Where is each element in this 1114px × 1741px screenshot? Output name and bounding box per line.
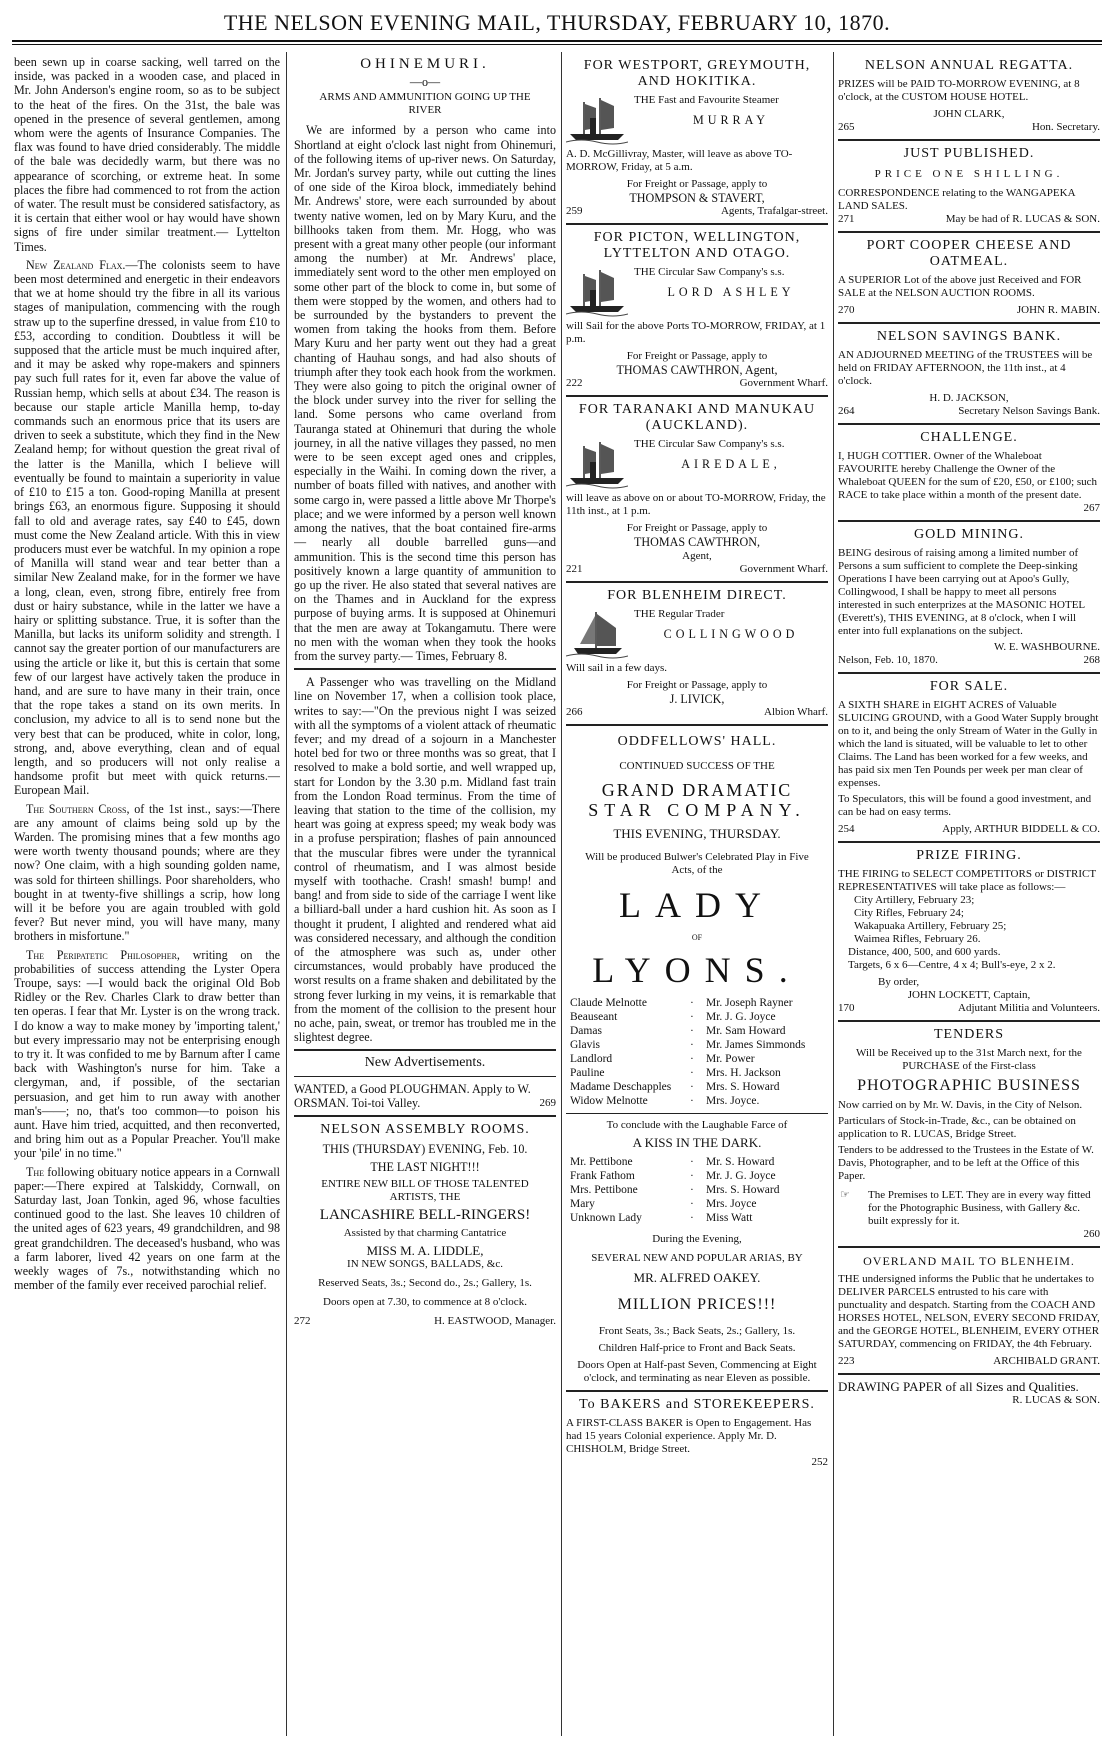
article-heading: New Zealand Flax. bbox=[26, 257, 126, 272]
prize-list bbox=[838, 894, 1100, 946]
ad-manager: H. EASTWOOD, Manager. bbox=[434, 1314, 556, 1327]
ad-agent: J. LIVICK, bbox=[669, 691, 725, 706]
ad-title: FOR TARANAKI AND MANUKAU (AUCKLAND). bbox=[578, 402, 816, 434]
ship-icon bbox=[566, 266, 628, 318]
ad-evening: THIS EVENING, THURSDAY. bbox=[613, 826, 781, 842]
ad-name: JOHN R. MABIN. bbox=[1016, 304, 1100, 316]
article-heading: The bbox=[26, 1164, 45, 1179]
ad-title: To BAKERS and STOREKEEPERS. bbox=[579, 1396, 815, 1412]
ad-number: 260 bbox=[1083, 1228, 1100, 1241]
divider bbox=[838, 423, 1100, 425]
ad-footer bbox=[294, 1315, 556, 1328]
cast-list bbox=[570, 1155, 824, 1225]
ad-footer bbox=[838, 405, 1100, 418]
cast-role: Beauseant bbox=[570, 1011, 618, 1024]
ad-secretary: Hon. Secretary. bbox=[1031, 121, 1100, 133]
cast-actor: Mr. J. G. Joyce bbox=[706, 1011, 776, 1024]
ad-agent: THOMAS CAWTHRON, Agent, bbox=[616, 363, 778, 378]
cast-dots: · bbox=[690, 1011, 694, 1024]
ad-carried: Now carried on by Mr. W. Davis, in the City of Nelson. bbox=[838, 1099, 1083, 1112]
column-2 bbox=[294, 55, 556, 1735]
ad-title: FOR SALE. bbox=[929, 679, 1009, 694]
ad-number: 272 bbox=[294, 1314, 311, 1327]
ad-body: A SUPERIOR Lot of the above just Received and FOR SALE at the NELSON AUCTION ROOMS. bbox=[838, 274, 1082, 299]
pointing-hand-icon: ☞ bbox=[840, 1189, 850, 1202]
ad-wharf: Government Wharf. bbox=[739, 562, 828, 575]
cast-row bbox=[570, 1038, 824, 1052]
divider bbox=[838, 1246, 1100, 1248]
ad-name: JOHN CLARK, bbox=[933, 108, 1005, 120]
ad-bill: ENTIRE NEW BILL OF THOSE TALENTED ARTISTS, THE bbox=[321, 1178, 529, 1204]
ad-arias: SEVERAL NEW AND POPULAR ARIAS, BY bbox=[591, 1251, 803, 1264]
cast-row bbox=[570, 1197, 824, 1211]
article-nz-flax bbox=[14, 258, 280, 798]
ad-agent-location: Agents, Trafalgar-street. bbox=[720, 205, 828, 218]
ad-body: THE Regular Trader bbox=[634, 607, 725, 620]
ship-name: LORD ASHLEY bbox=[667, 285, 795, 300]
ad-overland-mail bbox=[838, 1253, 1100, 1368]
article-body: —The colonists seem to have been most determined and energetic in their endeavors that we at home should try the fibre in all its various stages of manipulation, commencing with the rough straw up to the superfine dressed, in value from £10 to £53, according to condition. Doubtless it will be supposed that the article must be much inquired after, and it may be asked why rope-makers and spinners pay such full rates for it, even far above the value of Russian hemp, which sells at about £34. The reason is because our staple article Manilla hemp, to-day commands such an enormous price that its users are driven to seek a substitute, which they find in the New Zealand hemp; for without question the great rival of the latter is the Manilla, which I believe will eventually be found to maintain a superiority in value of £10 to £15 a ton. Good-roping Manilla at present brings £63, an enormous figure. Supposing it should fall to old and average rates, say £40 to £45, down must come the New Zealand article. With this in view producers must ever be watchful. In my opinion a rope of Manilla will stand wear and tear better than a similar New Zealand make, for in the former we have a long, clean, even, strong fibre, entirely free from dust or hairy substance, while in the latter we have a hairy or splitting substance. True, it is softer than the Manilla, but lacks its uniform solidity and strength. I cannot say the greater portion of our manufacturers are using the article or like it, but this is certain that some few of our largest have actively taken the produce in hand, and are sure to have many in their train, once that the rope takes a stand on its own merits. In conclusion, my advice to all is to send none but the very best that can be produced, white in color, long, strong, and, above everything, clean and of equal length, and so producers will not only realise a handsome profit but meet with quick returns.— European Mail. bbox=[14, 257, 280, 798]
ad-sail: Will sail in a few days. bbox=[566, 661, 667, 674]
ad-agent-title: Agent, bbox=[682, 549, 712, 562]
ad-oddfellows bbox=[566, 734, 828, 1385]
newspaper-title: THE NELSON EVENING MAIL, THURSDAY, FEBRUARY 10, 1870. bbox=[223, 10, 891, 35]
ad-body: BEING desirous of raising among a limited number of Persons a sum sufficient to complete the Deep-sinking Operations I have been carrying out at Apoo's Gully, Collingwood, I shall be happy to meet all persons interested in such enterprizes at the MASONIC HOTEL (Everett's), THIS EVENING, at 8 o'clock, when I will enter into full explanations on the subject. bbox=[838, 547, 1085, 637]
column-1 bbox=[14, 55, 280, 1735]
ad-premises-text: The Premises to LET. They are in every way fitted for the Photographic Business, with Gallery &c. built expressly for it. bbox=[868, 1189, 1091, 1228]
masthead-rule bbox=[12, 40, 1102, 45]
divider bbox=[566, 724, 828, 726]
divider bbox=[838, 139, 1100, 141]
article-obituary bbox=[14, 1165, 280, 1293]
ad-picton bbox=[566, 230, 828, 390]
masthead bbox=[0, 0, 1114, 46]
ohinemuri-subheading: ARMS AND AMMUNITION GOING UP THE RIVER bbox=[319, 91, 531, 117]
ship-name: MURRAY bbox=[693, 113, 769, 127]
ad-challenge bbox=[838, 430, 1100, 515]
cast-role: Madame Deschapples bbox=[570, 1081, 672, 1094]
ad-number: 252 bbox=[811, 1455, 828, 1468]
divider bbox=[838, 672, 1100, 674]
column-divider bbox=[833, 52, 834, 1736]
cast-actor: Mr. Power bbox=[706, 1053, 755, 1066]
ad-blenheim bbox=[566, 588, 828, 719]
ad-children: Children Half-price to Front and Back Seats. bbox=[598, 1341, 796, 1354]
cast-dots: · bbox=[690, 1053, 694, 1066]
ship-name: COLLINGWOOD bbox=[663, 626, 799, 641]
cast-actor: Mr. J. G. Joyce bbox=[706, 1169, 776, 1182]
ad-number: 222 bbox=[566, 377, 583, 390]
article-peripatetic bbox=[14, 948, 280, 1161]
ad-footer bbox=[566, 377, 828, 390]
ad-title: TENDERS bbox=[934, 1027, 1004, 1042]
ad-star-company: STAR COMPANY. bbox=[588, 800, 806, 821]
ad-miss-liddle: MISS M. A. LIDDLE, bbox=[366, 1242, 484, 1258]
ad-number: 271 bbox=[838, 213, 855, 225]
ad-number: 170 bbox=[838, 1002, 855, 1014]
ad-title: CHALLENGE. bbox=[920, 430, 1018, 445]
ad-number: 269 bbox=[539, 1096, 556, 1109]
ornament-dash: —o— bbox=[409, 75, 441, 90]
ad-body: I, HUGH COTTIER. Owner of the Whaleboat FAVOURITE hereby Challenge the Owner of the Whaleboat QUEEN for the sum of £20, £50, or £100; such RACE to take place within a month of the present date. bbox=[838, 450, 1098, 501]
divider bbox=[294, 1076, 556, 1077]
cast-role: Frank Fathom bbox=[570, 1169, 635, 1182]
divider bbox=[294, 668, 556, 670]
ad-date: THIS (THURSDAY) EVENING, Feb. 10. bbox=[322, 1142, 528, 1157]
ad-title: NELSON ASSEMBLY ROOMS. bbox=[320, 1122, 530, 1138]
divider bbox=[838, 1373, 1100, 1375]
article-flax-bale: been sewn up in coarse sacking, well tarred on the inside, was packed in a wooden case, and placed in Mr. John Anderson's engine room, so as to be subject to the heat of the fires. On the 31st, the bale was opened in the presence of several gentlemen, among whom were the agents of Insurance Companies. The flax was found to have dried considerably. The middle of the bale was decidedly warm, but there was no appearance of scorching, or extreme heat. In some places the fibre had commenced to rot from the action of water. The result must be considered satisfactory, as it is certain that either wool or hay would have shown signs of fire under similar treatment.— Lyttelton Times. bbox=[14, 55, 280, 254]
ad-sail: will Sail for the above Ports TO-MORROW, FRIDAY, at 1 p.m. bbox=[566, 320, 826, 346]
ad-title: PORT COOPER CHEESE AND OATMEAL. bbox=[866, 238, 1072, 269]
ad-body: THE Fast and Favourite Steamer bbox=[634, 94, 779, 106]
ad-kiss: A KISS IN THE DARK. bbox=[632, 1135, 762, 1151]
ad-agent: THOMPSON & STAVERT, bbox=[629, 191, 765, 205]
ad-million-prices: MILLION PRICES!!! bbox=[617, 1295, 777, 1313]
ad-body: Will be Received up to the 31st March next, for the PURCHASE of the First-class bbox=[856, 1047, 1082, 1072]
cast-actor: Mr. S. Howard bbox=[706, 1155, 775, 1168]
ad-taranaki bbox=[566, 402, 828, 575]
divider bbox=[294, 1115, 556, 1117]
cast-role: Damas bbox=[570, 1025, 602, 1038]
ad-during: During the Evening, bbox=[652, 1232, 742, 1245]
ad-apply: For Freight or Passage, apply to bbox=[626, 178, 768, 190]
cast-row bbox=[570, 1211, 824, 1225]
ad-title: NELSON SAVINGS BANK. bbox=[876, 329, 1062, 344]
ad-songs: IN NEW SONGS, BALLADS, &c. bbox=[347, 1257, 503, 1270]
ad-sail: will leave as above on or about TO-MORROW, Friday, the 11th inst., at 1 p.m. bbox=[566, 492, 826, 518]
column-divider bbox=[561, 52, 562, 1736]
ad-title: NELSON ANNUAL REGATTA. bbox=[864, 58, 1074, 73]
ad-savings-bank bbox=[838, 329, 1100, 418]
ad-body: WANTED, a Good PLOUGHMAN. Apply to W. ORSMAN. Toi-toi Valley. bbox=[294, 1081, 531, 1110]
ad-title: JUST PUBLISHED. bbox=[903, 146, 1035, 161]
cast-role: Mary bbox=[570, 1197, 595, 1210]
article-body: of the 1st inst., says:—There are any amount of claims being sold up by the Warden. The promising mines that a few months ago were worth twenty thousand pounds; where are they now? One claim, with a high sounding golden name, was sold for thirteen shillings. Poor shareholders, who bought in at twenty-five shillings a scrip, how long will it be before you are again troubled with gold fever? But never mind, you will have many, many brothers in misfortune." bbox=[14, 801, 280, 944]
ad-oakey: MR. ALFRED OAKEY. bbox=[633, 1269, 761, 1285]
ad-regatta bbox=[838, 58, 1100, 134]
ad-footer bbox=[566, 563, 828, 576]
ad-apply: For Freight or Passage, apply to bbox=[626, 678, 768, 691]
ad-assembly-rooms bbox=[294, 1122, 556, 1328]
ad-number: 254 bbox=[838, 823, 855, 835]
ad-number: 266 bbox=[566, 705, 583, 718]
divider bbox=[838, 231, 1100, 233]
ad-continued: CONTINUED SUCCESS OF THE bbox=[619, 759, 775, 772]
divider bbox=[838, 322, 1100, 324]
ad-body: A SIXTH SHARE in EIGHT ACRES of Valuable SLUICING GROUND, with a Good Water Supply brought on to it, and being the only Stream of Water in the Gully in which the land is situated, will be valuable to let to other Claims. The Land has been worked for a few weeks, and has paid six men Ten Pounds per week per man clear of expenses. bbox=[838, 699, 1099, 789]
ad-number: 259 bbox=[566, 205, 583, 218]
ad-title: FOR BLENHEIM DIRECT. bbox=[607, 587, 787, 603]
list-item: City Rifles, February 24; bbox=[854, 907, 964, 919]
column-divider bbox=[286, 52, 287, 1736]
divider bbox=[838, 1020, 1100, 1022]
ship-icon bbox=[566, 438, 628, 490]
cast-dots: · bbox=[690, 1039, 694, 1052]
ship-icon bbox=[566, 94, 628, 146]
ad-distance: Distance, 400, 500, and 600 yards. bbox=[848, 946, 1001, 958]
cast-row bbox=[570, 1066, 824, 1080]
list-item: Waimea Rifles, February 26. bbox=[854, 933, 981, 945]
ship-name: AIREDALE, bbox=[681, 457, 781, 472]
cast-actor: Mrs. S. Howard bbox=[706, 1183, 780, 1196]
ad-apply: For Freight or Passage, apply to bbox=[626, 522, 768, 535]
ad-lady: LADY bbox=[619, 885, 775, 926]
ad-name: JOHN LOCKETT, Captain, bbox=[907, 989, 1031, 1001]
article-heading: The Peripatetic Philosopher, bbox=[26, 947, 180, 962]
ad-footer bbox=[838, 823, 1100, 836]
ad-body: CORRESPONDENCE relating to the WANGAPEKA LAND SALES. bbox=[838, 187, 1075, 212]
ad-tenders bbox=[838, 1027, 1100, 1241]
ad-conclude: To conclude with the Laughable Farce of bbox=[606, 1119, 788, 1132]
ad-number: 264 bbox=[838, 405, 855, 417]
article-passenger: A Passenger who was travelling on the Midland line on November 17, when a collision took place, writes to say:—"On the previous night I was seized with all the symptoms of a violent attack of rheumatic fever; and my dread of a sojourn in a Manchester hotel bed for two or three months was so great, that I resolved to make a bold sortie, and well wrapped up, start for London by the 3.30 p.m. Midland fast train from the London Road terminus. From the time of leaving that station to the time of the collision, my heart was going at express speed; my weak body was in a profuse perspiration; flashes of pain announced that the muscular fibres were under the tyrannical control of rheumatism, and I was almost beside myself with toothache. Crash! smash! bump! and bang! and from side to side of the carriage I went like a billiard-ball under a hard cushion hit. As soon as I thought it prudent, I alighted and rendered what aid was considered necessary, and although the condition of the atmosphere was such as, under other circumstances, would probably have produced the worst results on a frame shaken and debilitated by the strong fever lurking in my veins, it is remarkable that from the moment of the collision to the present hour no ache, pain, sweat, or tremor has troubled me in the slightest degree. bbox=[294, 675, 556, 1045]
ad-body: AN ADJOURNED MEETING of the TRUSTEES will be held on FRIDAY AFTERNOON, the 11th inst., at 4 o'clock. bbox=[838, 349, 1093, 387]
ad-westport bbox=[566, 58, 828, 218]
ad-title: FOR WESTPORT, GREYMOUTH, AND HOKITIKA. bbox=[583, 58, 811, 89]
divider bbox=[838, 520, 1100, 522]
divider bbox=[294, 1049, 556, 1051]
cast-dots: · bbox=[690, 1025, 694, 1038]
ad-apply: For Freight or Passage, apply to bbox=[626, 350, 768, 363]
ad-premises bbox=[838, 1189, 1100, 1228]
cast-role: Mrs. Pettibone bbox=[570, 1183, 638, 1196]
ad-title: ODDFELLOWS' HALL. bbox=[617, 733, 777, 749]
ad-name: H. D. JACKSON, bbox=[929, 392, 1009, 404]
cast-row bbox=[570, 1183, 824, 1197]
cast-dots: · bbox=[690, 1169, 694, 1182]
cast-dots: · bbox=[690, 1155, 694, 1168]
ad-body: PRIZES will be PAID TO-MORROW EVENING, at 8 o'clock, at the CUSTOM HOUSE HOTEL. bbox=[838, 78, 1080, 103]
ad-footer bbox=[566, 706, 828, 719]
ad-name: ARCHIBALD GRANT. bbox=[993, 1355, 1100, 1368]
cast-row bbox=[570, 996, 824, 1010]
ad-adjutant: Adjutant Militia and Volunteers. bbox=[958, 1002, 1100, 1014]
ad-master: A. D. McGillivray, Master, will leave as above TO-MORROW, Friday, at 5 a.m. bbox=[566, 148, 793, 173]
cast-dots: · bbox=[690, 1197, 694, 1210]
cast-actor: Mr. James Simmonds bbox=[706, 1039, 806, 1052]
column-3 bbox=[566, 55, 828, 1735]
ad-drawing-paper bbox=[838, 1380, 1100, 1407]
cast-row bbox=[570, 1169, 824, 1183]
ad-body: A FIRST-CLASS BAKER is Open to Engagement. Has had 15 years Colonial experience. Apply Mr. D. CHISHOLM, Bridge Street. bbox=[566, 1416, 812, 1455]
cast-row bbox=[570, 1010, 824, 1024]
article-body: following obituary notice appears in a Cornwall paper:—There expired at Talskiddy, Cornwall, on Saturday last, Joan Tonkin, aged 96, whose faculties continued good to the last. She leaves 10 children of the united ages of 623 years, 49 grandchildren, and 98 great grandchildren. The deceased's husband, who was a farm laborer, lived 42 years on one farm at the weekly wages of 7s., notwithstanding which no member of the family ever received parochial relief. bbox=[14, 1164, 280, 1293]
column-4 bbox=[838, 55, 1100, 1735]
ad-gold-mining bbox=[838, 527, 1100, 667]
cast-role: Mr. Pettibone bbox=[570, 1155, 633, 1168]
cast-dots: · bbox=[690, 1095, 694, 1108]
ad-lyons: LYONS. bbox=[592, 950, 802, 991]
ad-just-published bbox=[838, 146, 1100, 226]
divider bbox=[566, 581, 828, 583]
ad-bell-ringers: LANCASHIRE BELL-RINGERS! bbox=[319, 1207, 531, 1224]
ad-price: PRICE ONE SHILLING. bbox=[874, 168, 1064, 180]
ad-order: By order, bbox=[878, 976, 920, 988]
ad-footer bbox=[566, 205, 828, 218]
cast-list bbox=[570, 996, 824, 1108]
ad-particulars: Particulars of Stock-in-Trade, &c., can be obtained on application to R. LUCAS, Bridge Street. bbox=[838, 1115, 1076, 1141]
ad-date: Nelson, Feb. 10, 1870. bbox=[838, 654, 938, 666]
ad-body: DRAWING PAPER of all Sizes and Qualities. bbox=[838, 1379, 1079, 1395]
ad-title: FOR PICTON, WELLINGTON, LYTTELTON AND OTAGO. bbox=[593, 230, 801, 262]
cast-dots: · bbox=[690, 1081, 694, 1094]
ad-body: THE FIRING to SELECT COMPETITORS or DISTRICT REPRESENTATIVES will take place as follows:— bbox=[838, 868, 1096, 893]
ad-of: OF bbox=[691, 933, 703, 943]
cast-row bbox=[570, 1094, 824, 1108]
divider bbox=[566, 1113, 828, 1114]
ad-apply: Apply, ARTHUR BIDDELL & CO. bbox=[942, 823, 1100, 835]
ad-prize-firing bbox=[838, 848, 1100, 1015]
ad-footer bbox=[838, 213, 1100, 226]
ad-body: THE Circular Saw Company's s.s. bbox=[634, 266, 785, 279]
ad-wharf: Government Wharf. bbox=[739, 377, 828, 390]
ad-seats: Front Seats, 3s.; Back Seats, 2s.; Gallery, 1s. bbox=[598, 1324, 796, 1337]
new-advertisements-heading: New Advertisements. bbox=[364, 1055, 486, 1071]
cast-actor: Mrs. Joyce bbox=[706, 1197, 757, 1210]
cast-actor: Mr. Joseph Rayner bbox=[706, 997, 793, 1010]
cast-row bbox=[570, 1052, 824, 1066]
cast-dots: · bbox=[690, 997, 694, 1010]
ad-wanted-ploughman bbox=[294, 1082, 556, 1110]
divider bbox=[566, 395, 828, 397]
ad-name: W. E. WASHBOURNE. bbox=[993, 641, 1100, 653]
ad-cheese bbox=[838, 238, 1100, 317]
divider bbox=[838, 841, 1100, 843]
article-heading: The Southern Cross, bbox=[26, 801, 130, 816]
ad-title: GOLD MINING. bbox=[914, 527, 1024, 542]
ad-footer bbox=[838, 654, 1100, 667]
cast-dots: · bbox=[690, 1183, 694, 1196]
ad-footer bbox=[838, 304, 1100, 317]
ad-number: 265 bbox=[838, 121, 855, 133]
ad-title: OVERLAND MAIL TO BLENHEIM. bbox=[863, 1254, 1075, 1269]
ad-speculators: To Speculators, this will be found a good investment, and can be had on easy terms. bbox=[838, 793, 1092, 818]
cast-actor: Miss Watt bbox=[706, 1211, 753, 1224]
cast-row bbox=[570, 1080, 824, 1094]
ad-prices: Reserved Seats, 3s.; Second do., 2s.; Gallery, 1s. bbox=[318, 1276, 532, 1289]
ad-photographic-business: PHOTOGRAPHIC BUSINESS bbox=[857, 1077, 1081, 1094]
ohinemuri-heading: OHINEMURI. bbox=[360, 56, 490, 72]
ad-bakers bbox=[566, 1397, 828, 1469]
list-item: Wakapuaka Artillery, February 25; bbox=[854, 920, 1007, 932]
cast-dots: · bbox=[690, 1067, 694, 1080]
article-ohinemuri: We are informed by a person who came into Shortland at eight o'clock last night from Ohinemuri, of the following items of up-river news. On Saturday, Mr. Jordan's survey party, while out cutting the lines of one side of the Kiroa block, immediately behind Mr. Andrews' store, were each surrounded by about twenty native women, led on by Mary Kuru, and the billhooks taken from them. Mr. Hogg, who was present with a great many other people (our informant among the number) at Mr. Andrews' place, immediately sent word to the other men employed on some other part of the block to come in, but some of them were stopped by the women, and others had to be surrounded by the bystanders to prevent the women from taking the hooks from them. Before Mary Kuru and her party went out they had a great chanting of Hauhau songs, and had also shouts of triumph after they took each hook from the workmen. They were also going to pitch the original owner of the block under survey into the river for selling the land. Some persons who came overland from Tauranga stated at Ohinemuri that during the whole journey, in all the native villages they passed, no men were to be seen except aged ones and cripples, especially in the Waihi. In coming down the river, a number of boats filled with natives, and another with some cargo in, were passed a little above Mr Thorpe's place; and we were informed by a person well known among the natives, that the boat contained fire-arms — nearly all double barrelled guns—and ammunition. This is the second time this person has positively known a large quantity of ammunition to go up the river. He also stated that several natives are on the Thames and in Auckland for the express purpose of buying arms. It is supposed at Ohinemuri that the men are away at Tokangamutu. There were no men with the woman when they took the hooks from the survey party.— Times, February 8. bbox=[294, 123, 556, 663]
ad-body: THE Circular Saw Company's s.s. bbox=[634, 438, 785, 451]
ad-body: THE undersigned informs the Public that he undertakes to DELIVER PARCELS entrusted to his care with punctuality and despatch. Starting from the COACH AND HORSES HOTEL, NELSON, EVERY SECOND FRIDAY, and the GEORGE HOTEL, BLENHEIM, EVERY OTHER SATURDAY, commencing on FRIDAY, the 4th February. bbox=[838, 1273, 1100, 1351]
article-body: writing on the probabilities of success attending the Lyster Opera Troupe, says: —I would back the original Old Bob Ridley or the Rev. Charles Clark to draw better than ten operas. I fear that Mr. Lyster is on the wrong track. I do know a way to make money by 'importing talent,' but every impressario may not be enterprising enough to try it. It was confided to me by Barnum after I came back with Washington's nurse for him. Take a clergyman, and, if possible, of the sectarian persuasion, and get him to run away with another man's——; no, that's too common—to poison his aunt. Have him tried, acquitted, and then reconverted, and bring him out as a Popular Preacher. You'll make your 'pile' in no time." bbox=[14, 947, 280, 1161]
cast-role: Unknown Lady bbox=[570, 1211, 642, 1224]
divider bbox=[566, 223, 828, 225]
ad-name: R. LUCAS & SON. bbox=[1012, 1394, 1100, 1407]
article-southern-cross bbox=[14, 802, 280, 944]
ad-grand-dramatic: GRAND DRAMATIC bbox=[601, 779, 793, 800]
cast-dots: · bbox=[690, 1211, 694, 1224]
ad-targets: Targets, 6 x 6—Centre, 4 x 4; Bull's-eye, 2 x 2. bbox=[848, 959, 1056, 971]
cast-actor: Mrs. Joyce. bbox=[706, 1095, 760, 1108]
divider bbox=[566, 1390, 828, 1392]
ad-footer bbox=[838, 1355, 1100, 1368]
ad-produced: Will be produced Bulwer's Celebrated Play in Five Acts, of the bbox=[585, 851, 809, 877]
ad-title: PRIZE FIRING. bbox=[916, 848, 1022, 863]
ad-doors: Doors open at 7.30, to commence at 8 o'clock. bbox=[323, 1295, 527, 1308]
cast-actor: Mr. Sam Howard bbox=[706, 1025, 786, 1038]
ad-agent: THOMAS CAWTHRON, bbox=[633, 535, 760, 550]
ad-address: Tenders to be addressed to the Trustees in the Estate of W. Davis, Photographer, and to be left at the Office of this Paper. bbox=[838, 1144, 1094, 1183]
ad-seller: May be had of R. LUCAS & SON. bbox=[945, 213, 1100, 225]
cast-row bbox=[570, 1155, 824, 1169]
list-item: City Artillery, February 23; bbox=[854, 894, 975, 906]
cast-actor: Mrs. H. Jackson bbox=[706, 1067, 781, 1080]
ad-last-night: THE LAST NIGHT!!! bbox=[370, 1160, 480, 1175]
ad-footer bbox=[838, 121, 1100, 134]
cast-role: Pauline bbox=[570, 1067, 605, 1080]
cast-actor: Mrs. S. Howard bbox=[706, 1081, 780, 1094]
cast-role: Landlord bbox=[570, 1053, 613, 1066]
ad-number: 270 bbox=[838, 304, 855, 316]
cast-role: Claude Melnotte bbox=[570, 997, 647, 1010]
ad-for-sale bbox=[838, 679, 1100, 836]
ad-secretary: Secretary Nelson Savings Bank. bbox=[958, 405, 1100, 417]
cast-role: Glavis bbox=[570, 1039, 601, 1052]
ad-number: 221 bbox=[566, 562, 583, 575]
ad-doors: Doors Open at Half-past Seven, Commencing at Eight o'clock, and terminating as near Eleven as possible. bbox=[577, 1358, 817, 1384]
cast-row bbox=[570, 1024, 824, 1038]
ad-number: 223 bbox=[838, 1355, 855, 1368]
ad-wharf: Albion Wharf. bbox=[764, 705, 828, 718]
ad-assisted: Assisted by that charming Cantatrice bbox=[343, 1226, 507, 1239]
cast-role: Widow Melnotte bbox=[570, 1095, 648, 1108]
ad-number: 267 bbox=[1083, 502, 1100, 514]
ad-footer bbox=[838, 1002, 1100, 1015]
ship-icon bbox=[566, 608, 628, 660]
ad-number: 268 bbox=[1083, 654, 1100, 666]
